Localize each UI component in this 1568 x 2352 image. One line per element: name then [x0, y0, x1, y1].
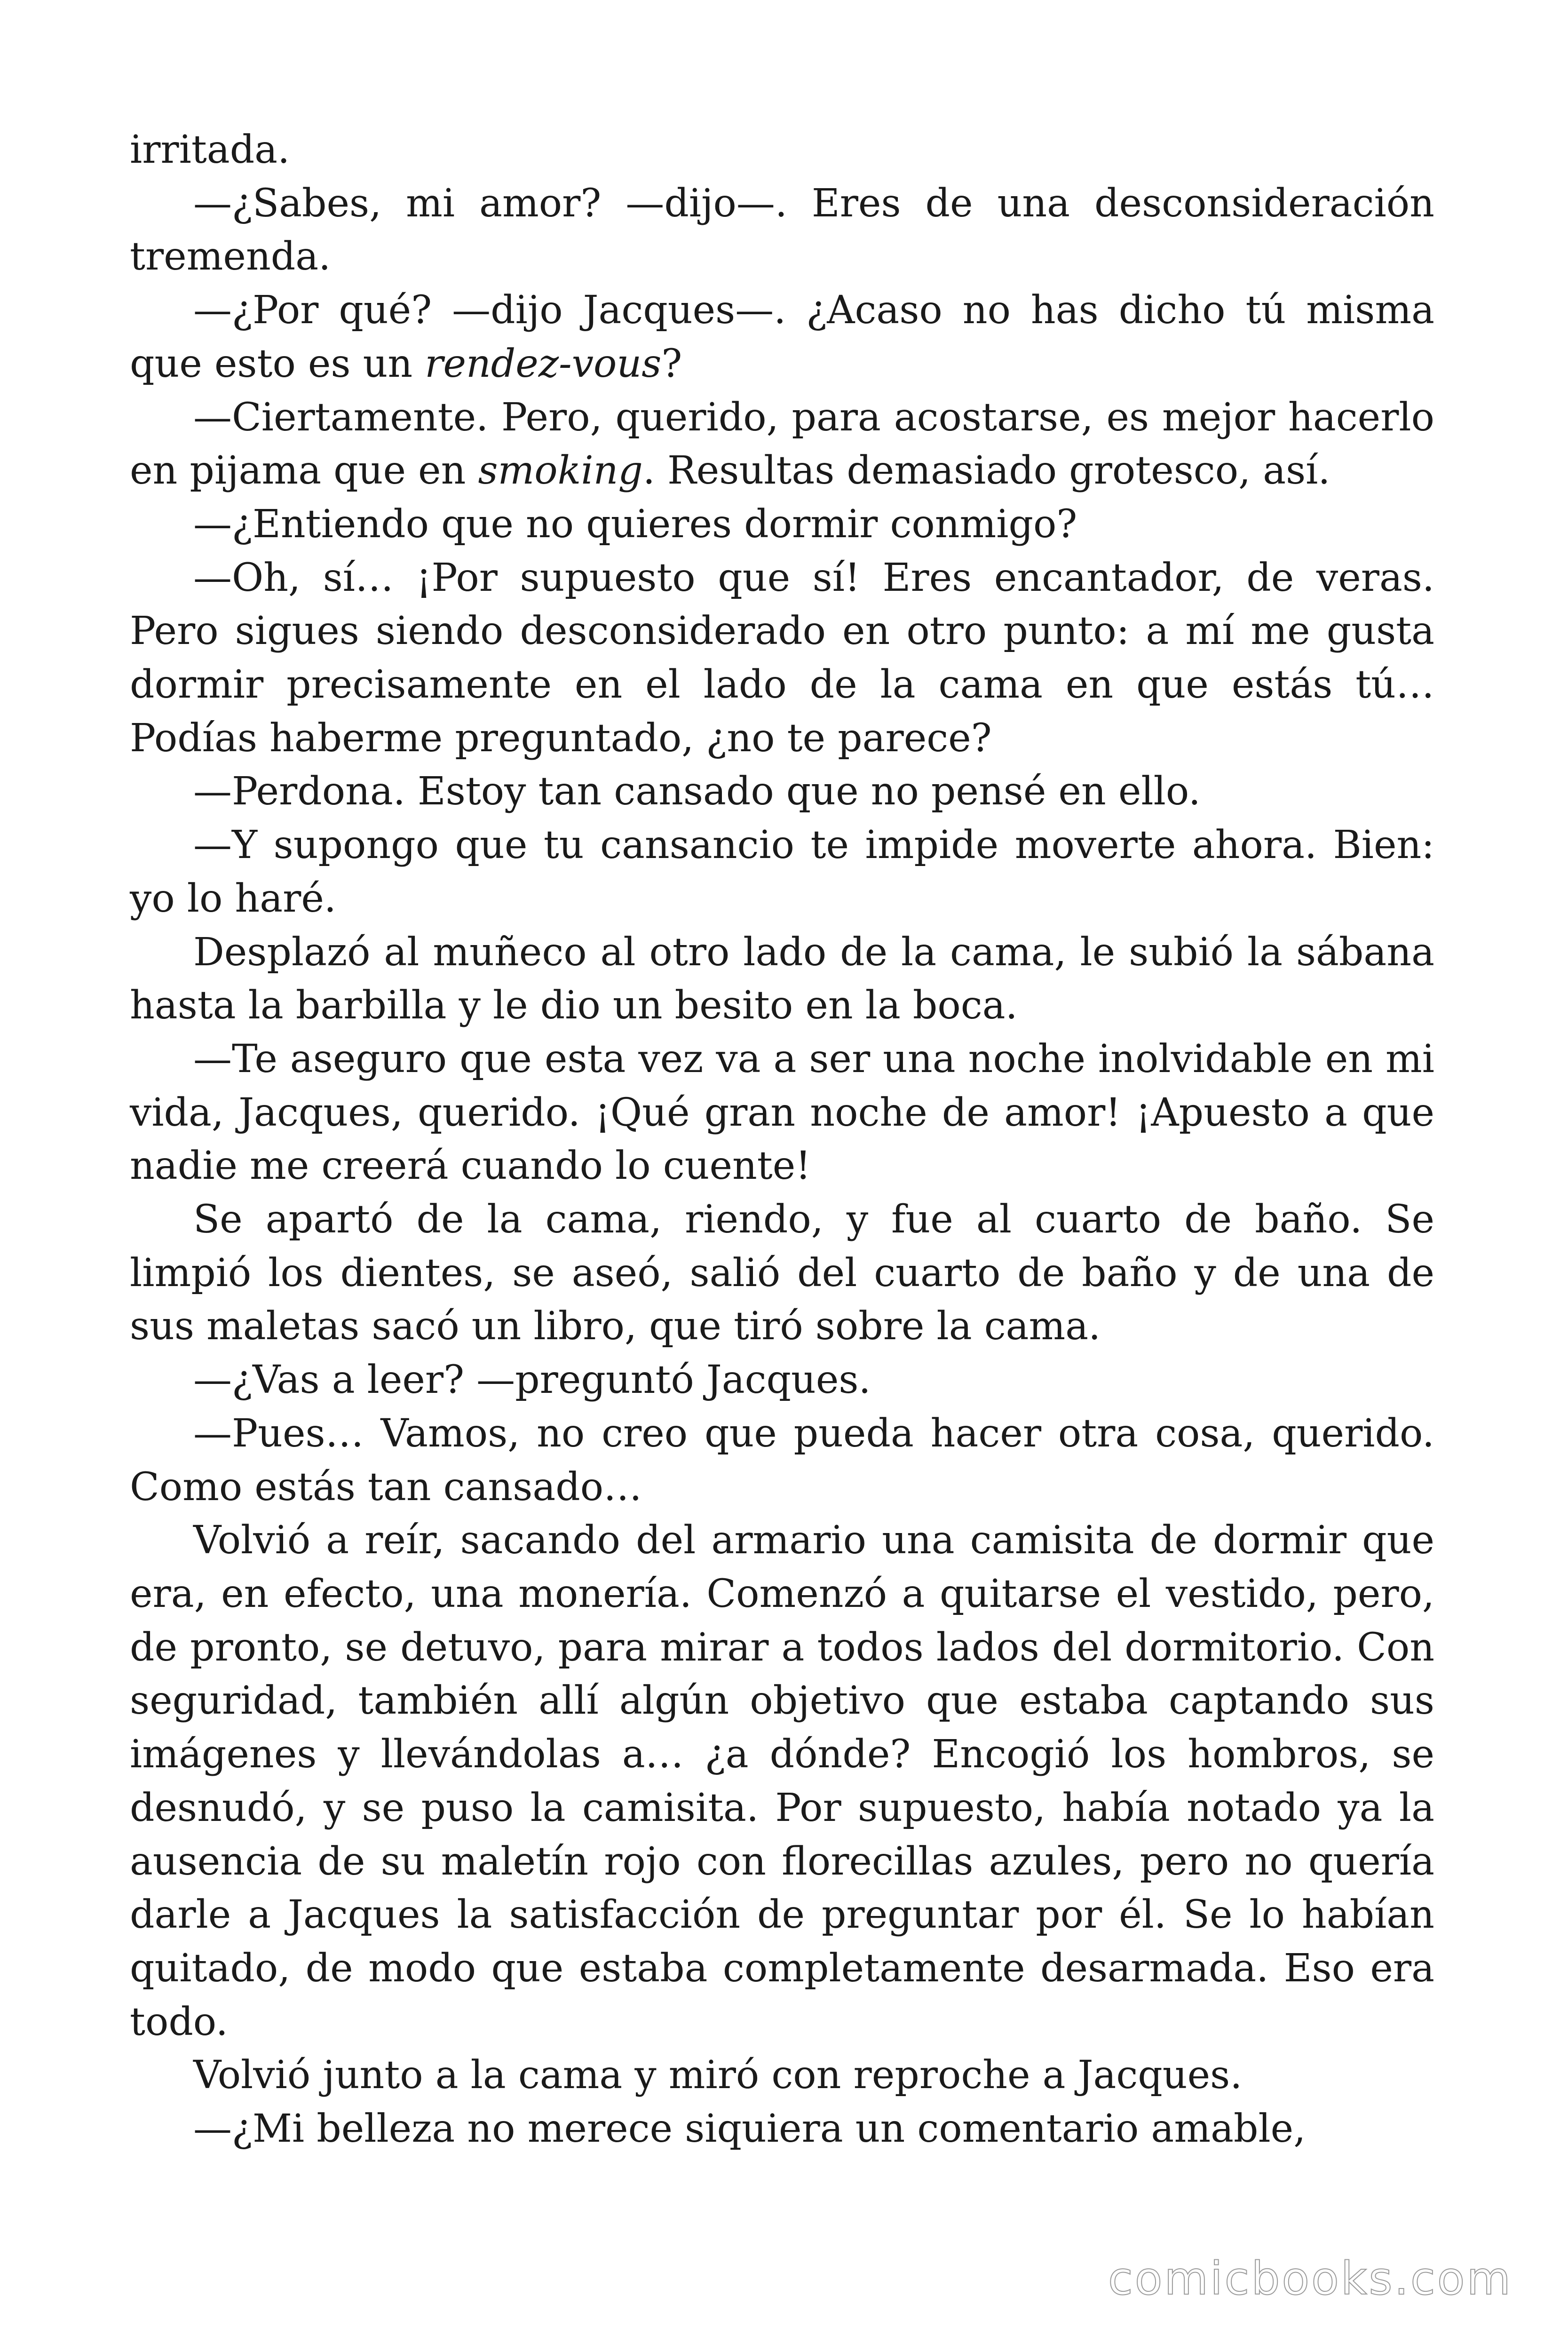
italic-phrase: rendez-vous — [425, 341, 662, 386]
paragraph-4: —Ciertamente. Pero, querido, para acostarse, es mejor hacerlo en pijama que en smoking. Resultas demasiado grotesco, así. — [130, 395, 1434, 493]
italic-word: smoking — [478, 448, 643, 493]
paragraph-10: —Te aseguro que esta vez va a ser una noche inolvidable en mi vida, Jacques, querido. ¡Qué gran noche de amor! ¡Apuesto a que nadie me creerá cuando lo cuente! — [130, 1036, 1434, 1189]
paragraph-12: —¿Vas a leer? —preguntó Jacques. — [193, 1358, 871, 1403]
paragraph-9: Desplazó al muñeco al otro lado de la cama, le subió la sábana hasta la barbilla y le dio un besito en la boca. — [130, 930, 1434, 1028]
paragraph-7: —Perdona. Estoy tan cansado que no pensé en ello. — [193, 769, 1201, 814]
paragraph-5: —¿Entiendo que no quieres dormir conmigo? — [193, 501, 1077, 547]
paragraph-16: —¿Mi belleza no merece siquiera un comentario amable, — [193, 2106, 1306, 2152]
watermark: comicbooks.com — [1108, 2252, 1513, 2305]
paragraph-13: —Pues… Vamos, no creo que pueda hacer otra cosa, querido. Como estás tan cansado… — [130, 1411, 1434, 1510]
paragraph-8: —Y supongo que tu cansancio te impide moverte ahora. Bien: yo lo haré. — [130, 823, 1434, 921]
page-text — [130, 123, 1434, 2156]
paragraph-14: Volvió a reír, sacando del armario una camisita de dormir que era, en efecto, una monería. Comenzó a quitarse el vestido, pero, de pronto, se detuvo, para mirar a todos lados del dormitorio. Con seguridad, también allí algún objetivo que estaba captando sus imágenes y llevándolas a… ¿a dónde? Encogió los hombros, se desnudó, y se puso la camisita. Por supuesto, había notado ya la ausencia de su maletín rojo con florecillas azules, pero no quería darle a Jacques la satisfacción de preguntar por él. Se lo habían quitado, de modo que estaba completamente desarmada. Eso era todo. — [130, 1518, 1434, 2044]
paragraph-11: Se apartó de la cama, riendo, y fue al cuarto de baño. Se limpió los dientes, se aseó, salió del cuarto de baño y de una de sus maletas sacó un libro, que tiró sobre la cama. — [130, 1197, 1434, 1349]
paragraph-3: —¿Por qué? —dijo Jacques—. ¿Acaso no has dicho tú misma que esto es un rendez-vous? — [130, 288, 1434, 386]
paragraph-15: Volvió junto a la cama y miró con reproche a Jacques. — [193, 2053, 1243, 2098]
paragraph-2: —¿Sabes, mi amor? —dijo—. Eres de una desconsideración tremenda. — [130, 181, 1434, 279]
paragraph-1: irritada. — [130, 127, 290, 172]
paragraph-6: —Oh, sí… ¡Por supuesto que sí! Eres encantador, de veras. Pero sigues siendo desconsiderado en otro punto: a mí me gusta dormir precisamente en el lado de la cama en que estás tú… Podías haberme preguntado, ¿no te parece? — [130, 555, 1434, 761]
